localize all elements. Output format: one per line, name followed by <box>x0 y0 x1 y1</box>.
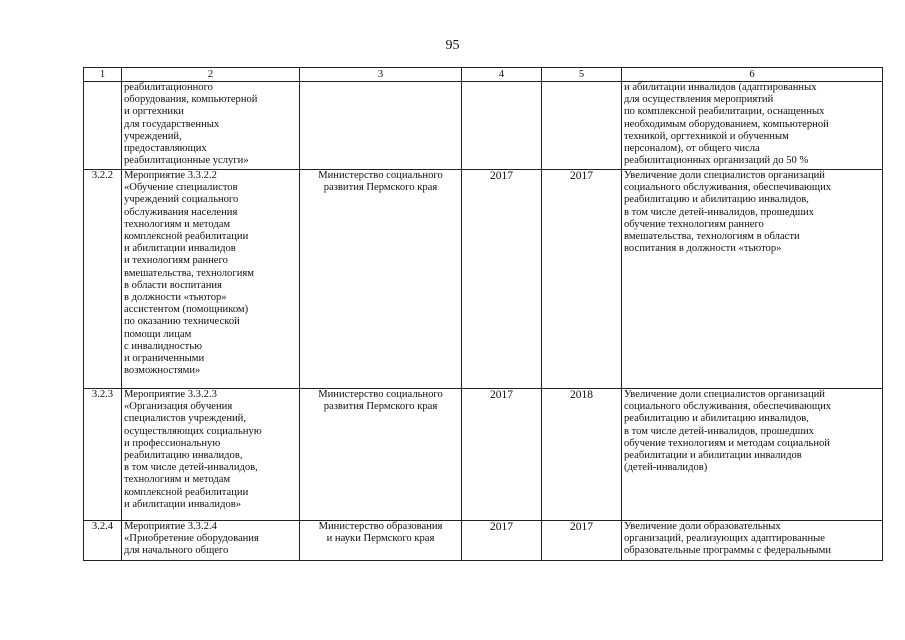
header-col-4: 4 <box>462 68 542 82</box>
page-number: 95 <box>445 38 460 53</box>
measure-name: Мероприятие 3.3.2.4 «Приобретение оборудования для начального общего <box>122 521 300 561</box>
start-year: 2017 <box>462 170 542 389</box>
measure-name: Мероприятие 3.3.2.2 «Обучение специалистов учреждений социального обслуживания населения технологиям и методам комплексной реабилитации и абилитации инвалидов и технологиям раннего вмешательства, технологиям в области воспитания в должности «тьютор» ассистентом (помощником) по оказанию технической помощи лицам с инвалидностью и ограниченными возможностями» <box>122 170 300 389</box>
header-col-1: 1 <box>84 68 122 82</box>
end-year: 2017 <box>542 170 622 389</box>
header-col-2: 2 <box>122 68 300 82</box>
executor: Министерство образования и науки Пермского края <box>300 521 462 561</box>
executor: Министерство социального развития Пермского края <box>300 389 462 521</box>
table-row <box>84 521 883 561</box>
row-number: 3.2.4 <box>84 521 122 561</box>
header-col-6: 6 <box>622 68 883 82</box>
table-row <box>84 170 883 389</box>
start-year <box>462 82 542 170</box>
end-year: 2017 <box>542 521 622 561</box>
expected-result: и абилитации инвалидов (адаптированных для осуществления мероприятий по комплексной реабилитации, оснащенных необходимым оборудованием, компьютерной техникой, оргтехникой и обученным персоналом), от общего числа реабилитационных организаций до 50 % <box>622 82 883 170</box>
row-number <box>84 82 122 170</box>
executor <box>300 82 462 170</box>
row-number: 3.2.2 <box>84 170 122 389</box>
measure-name: Мероприятие 3.3.2.3 «Организация обучения специалистов учреждений, осуществляющих социальную и профессиональную реабилитацию инвалидов, в том числе детей-инвалидов, технологиям и методам комплексной реабилитации и абилитации инвалидов» <box>122 389 300 521</box>
plan-table <box>83 67 883 561</box>
start-year: 2017 <box>462 389 542 521</box>
expected-result: Увеличение доли образовательных организаций, реализующих адаптированные образовательные программы с федеральными <box>622 521 883 561</box>
end-year <box>542 82 622 170</box>
header-col-3: 3 <box>300 68 462 82</box>
header-col-5: 5 <box>542 68 622 82</box>
table-row <box>84 389 883 521</box>
executor: Министерство социального развития Пермского края <box>300 170 462 389</box>
expected-result: Увеличение доли специалистов организаций социального обслуживания, обеспечивающих реабилитацию и абилитацию инвалидов, в том числе детей-инвалидов, прошедших обучение технологиям раннего вмешательства, технологиям в области воспитания в должности «тьютор» <box>622 170 883 389</box>
end-year: 2018 <box>542 389 622 521</box>
table-row <box>84 82 883 170</box>
start-year: 2017 <box>462 521 542 561</box>
measure-name: реабилитационного оборудования, компьютерной и оргтехники для государственных учреждений, предоставляющих реабилитационные услуги» <box>122 82 300 170</box>
row-number: 3.2.3 <box>84 389 122 521</box>
expected-result: Увеличение доли специалистов организаций социального обслуживания, обеспечивающих реабилитацию и абилитацию инвалидов, в том числе детей-инвалидов, прошедших обучение технологиям и методам социальной реабилитации и абилитации инвалидов (детей-инвалидов) <box>622 389 883 521</box>
table-header-row <box>84 68 883 82</box>
